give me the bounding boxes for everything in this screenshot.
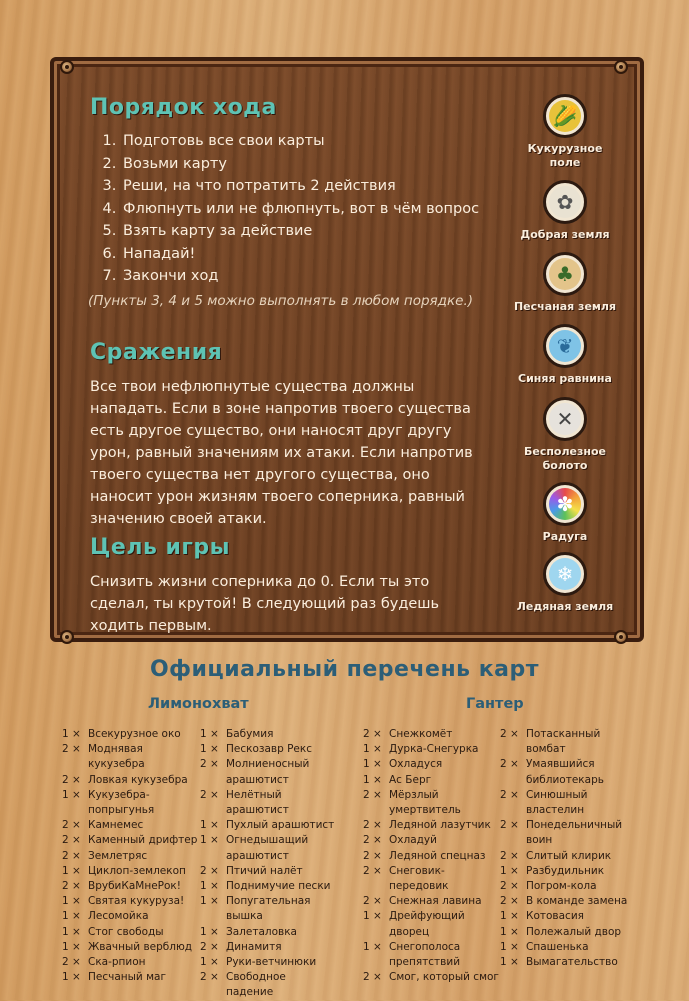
card-entry [62, 879, 198, 894]
card-name: Потасканный вомбат [526, 728, 601, 756]
card-entry [363, 818, 499, 833]
card-count: 2 × [363, 788, 382, 801]
mosquito-icon: ✕ [549, 403, 581, 435]
card-count: 1 × [363, 773, 382, 786]
card-name: Мёрзлый умертвитель [389, 788, 461, 817]
card-count: 2 × [62, 743, 81, 756]
card-entry [200, 940, 336, 955]
card-entry [363, 742, 499, 757]
card-entry [500, 879, 636, 894]
land-good-earth [505, 180, 625, 242]
card-entry [363, 788, 499, 818]
land-corn-field [505, 94, 625, 170]
card-name: Кукузебра- попрыгунья [88, 788, 155, 817]
turn-step: 2. Возьми карту [121, 153, 479, 176]
card-count: 1 × [500, 925, 519, 938]
card-entry [500, 788, 636, 818]
land-sand [505, 252, 625, 314]
card-name: Свободное падение [226, 971, 286, 999]
card-entry [500, 727, 636, 757]
card-count: 1 × [200, 925, 219, 938]
card-entry [200, 894, 336, 924]
card-name: Снежная лавина [389, 895, 482, 908]
ganter-heading: Гантер [466, 696, 524, 712]
land-label: Радуга [542, 530, 588, 543]
land-badge [543, 252, 587, 296]
card-count: 2 × [500, 728, 519, 740]
card-entry [200, 879, 336, 894]
card-entry [500, 894, 636, 909]
card-entry [200, 742, 336, 757]
card-count: 1 × [200, 743, 219, 756]
card-entry [500, 940, 636, 955]
card-entry [62, 864, 198, 879]
card-name: Птичий налёт [226, 864, 303, 877]
card-name: Каменный дрифтер [88, 834, 198, 847]
card-count: 2 × [62, 773, 81, 786]
turn-order-heading: Порядок хода [90, 95, 277, 120]
card-count: 1 × [200, 834, 219, 847]
land-badge [543, 482, 587, 526]
card-entry [500, 818, 636, 848]
card-entry [62, 727, 198, 742]
card-name: Жвачный верблюд [88, 940, 193, 953]
card-name: Снеговик-передовик [389, 864, 449, 893]
card-entry [200, 833, 336, 863]
card-count: 2 × [363, 849, 382, 862]
card-name: Охладуй [389, 834, 437, 847]
card-entry [363, 773, 499, 788]
land-ice [505, 552, 625, 614]
land-label: Кукурузное поле [527, 142, 603, 169]
card-count: 2 × [363, 864, 382, 877]
card-entry [500, 864, 636, 879]
card-count: 1 × [200, 728, 219, 740]
card-name: Ледяной спецназ [389, 849, 486, 862]
card-name: Бабумия [226, 728, 274, 740]
card-count: 1 × [200, 956, 219, 969]
battle-text: Все твои нефлюпнутые существа должны нападать. Если в зоне напротив твоего существа есть другое существо, они наносят друг другу урон, равный значениям их атаки. Если напротив твоего существа нет другого существа, оно наносит урон жизням твоего соперника, равный значению своей атаки. [90, 379, 473, 527]
card-entry [200, 727, 336, 742]
card-name: Динамитя [226, 940, 282, 953]
land-blue-plains [505, 324, 625, 386]
card-entry [200, 864, 336, 879]
card-count: 2 × [200, 940, 219, 953]
card-entry [500, 955, 636, 970]
card-count: 1 × [200, 880, 219, 893]
turn-steps-list [95, 130, 479, 288]
card-name: Снежкомёт [389, 728, 453, 740]
land-badge [543, 324, 587, 368]
card-name: Смог, который смог [389, 971, 499, 984]
card-entry [200, 757, 336, 787]
card-name: Пескозавр Рекс [226, 743, 313, 756]
card-entry [62, 818, 198, 833]
card-count: 2 × [62, 880, 81, 893]
land-label: Песчаная земля [513, 300, 617, 313]
land-label: Ледяная земля [516, 600, 614, 613]
card-name: В команде замена [526, 895, 628, 908]
card-count: 2 × [62, 849, 81, 862]
card-entry [62, 894, 198, 909]
card-count: 2 × [363, 819, 382, 832]
cotton-icon: ✿ [549, 186, 581, 218]
card-name: Залеталовка [226, 925, 297, 938]
card-name: Всекурузное око [88, 728, 181, 740]
rivet-top-left [60, 60, 74, 74]
card-name: Дурка-Снегурка [389, 743, 479, 756]
card-count: 1 × [200, 895, 219, 908]
card-count: 2 × [62, 834, 81, 847]
card-count: 1 × [363, 743, 382, 756]
card-name: Камнемес [88, 819, 144, 832]
rainbow-flower-icon: ✽ [549, 488, 581, 520]
goal-heading: Цель игры [90, 535, 231, 560]
card-entry [363, 727, 499, 742]
card-name: Нелётный арашютист [226, 788, 289, 817]
limono-heading: Лимонохват [148, 696, 249, 712]
card-count: 2 × [500, 758, 519, 771]
turn-step: 6. Нападай! [121, 243, 479, 266]
land-label: Добрая земля [520, 228, 610, 241]
card-count: 1 × [500, 864, 519, 877]
card-name: Снегополоса препятствий [389, 940, 461, 969]
corn-icon: 🌽 [549, 100, 581, 132]
card-entry [363, 849, 499, 864]
card-count: 2 × [200, 758, 219, 771]
card-count: 1 × [62, 895, 81, 908]
card-name: Моднявая кукузебра [88, 743, 145, 771]
card-name: Пухлый арашютист [226, 819, 335, 832]
card-name: Ледяной лазутчик [389, 819, 491, 832]
limono-list-1 [62, 727, 198, 985]
card-entry [200, 925, 336, 940]
card-name: Ас Берг [389, 773, 432, 786]
rivet-top-right [614, 60, 628, 74]
card-entry [62, 909, 198, 924]
card-entry [500, 909, 636, 924]
card-count: 2 × [62, 819, 81, 832]
land-badge [543, 397, 587, 441]
card-name: Полежалый двор [526, 925, 622, 938]
card-count: 2 × [363, 834, 382, 847]
card-name: Лесомойка [88, 910, 149, 923]
rivet-bottom-left [60, 630, 74, 644]
card-count: 2 × [500, 819, 519, 832]
card-name: Умаявшийся библиотекарь [526, 758, 604, 786]
card-entry [363, 894, 499, 909]
ganter-list-1 [363, 727, 499, 985]
card-entry [500, 849, 636, 864]
card-name: Ска-рпион [88, 956, 146, 969]
card-count: 1 × [363, 910, 382, 923]
card-count: 1 × [363, 940, 382, 953]
card-count: 2 × [62, 956, 81, 969]
card-entry [62, 925, 198, 940]
card-name: Дрейфующий дворец [389, 910, 465, 938]
card-count: 2 × [200, 971, 219, 984]
card-count: 1 × [200, 819, 219, 832]
card-entry [200, 955, 336, 970]
limono-list-2 [200, 727, 336, 1001]
land-label: Бесполезное болото [523, 445, 607, 472]
battle-heading: Сражения [90, 340, 223, 365]
card-name: Поднимучие пески [226, 880, 331, 893]
card-name: Молниеносный арашютист [226, 758, 310, 786]
card-name: Ловкая кукузебра [88, 773, 188, 786]
card-count: 1 × [500, 940, 519, 953]
turn-step: 3. Реши, на что потратить 2 действия [121, 175, 479, 198]
card-name: Святая кукуруза! [88, 895, 185, 908]
palm-icon: ♣ [549, 258, 581, 290]
card-count: 1 × [62, 910, 81, 923]
card-name: Слитый клирик [526, 849, 612, 862]
land-rainbow [505, 482, 625, 544]
card-entry [200, 818, 336, 833]
land-label: Синяя равнина [518, 372, 612, 385]
card-count: 2 × [200, 788, 219, 801]
card-name: Спашенька [526, 940, 589, 953]
card-entry [363, 940, 499, 970]
card-count: 1 × [62, 728, 81, 740]
snowflake-icon: ❄ [549, 558, 581, 590]
card-name: Циклоп-землекоп [88, 864, 186, 877]
card-name: Погром-кола [526, 880, 597, 893]
card-name: Охладуся [389, 758, 443, 771]
card-entry [200, 788, 336, 818]
card-count: 2 × [200, 864, 219, 877]
card-entry [62, 940, 198, 955]
card-entry [363, 833, 499, 848]
card-count: 1 × [500, 910, 519, 923]
card-name: Котовасия [526, 910, 584, 923]
turn-step: 1. Подготовь все свои карты [121, 130, 479, 153]
turn-step: 7. Закончи ход [121, 265, 479, 288]
land-badge [543, 552, 587, 596]
card-name: Попугательная вышка [226, 895, 311, 923]
card-entry [500, 757, 636, 787]
card-entry [200, 970, 336, 1000]
card-count: 1 × [62, 925, 81, 938]
card-name: Песчаный маг [88, 971, 166, 984]
card-entry [62, 742, 198, 772]
card-entry [363, 970, 499, 985]
goal-text: Снизить жизни соперника до 0. Если ты это сделал, ты крутой! В следующий раз будешь ходить первым. [90, 574, 440, 634]
leaf-icon: ❦ [549, 330, 581, 362]
card-count: 1 × [62, 971, 81, 984]
card-count: 1 × [62, 864, 81, 877]
card-entry [62, 955, 198, 970]
card-count: 1 × [363, 758, 382, 771]
card-entry [363, 909, 499, 939]
card-name: Разбудильник [526, 864, 605, 877]
card-name: Понедельничный воин [526, 819, 623, 847]
land-useless-swamp [505, 397, 625, 473]
card-entry [363, 864, 499, 894]
card-entry [500, 925, 636, 940]
card-count: 1 × [62, 788, 81, 801]
turn-step: 4. Флюпнуть или не флюпнуть, вот в чём вопрос [121, 198, 479, 221]
card-name: Руки-ветчинюки [226, 956, 317, 969]
turn-step: 5. Взять карту за действие [121, 220, 479, 243]
card-count: 2 × [500, 849, 519, 862]
card-name: Землетряс [88, 849, 148, 862]
card-entry [363, 757, 499, 772]
card-entry [62, 970, 198, 985]
land-badge [543, 94, 587, 138]
card-name: ВрубиКаМнеРок! [88, 880, 181, 893]
card-count: 1 × [62, 940, 81, 953]
card-count: 2 × [363, 728, 382, 740]
card-entry [62, 773, 198, 788]
card-name: Синюшный властелин [526, 788, 588, 817]
rivet-bottom-right [614, 630, 628, 644]
card-name: Стог свободы [88, 925, 164, 938]
turn-note: (Пункты 3, 4 и 5 можно выполнять в любом порядке.) [88, 293, 474, 309]
card-count: 2 × [363, 971, 382, 984]
card-count: 2 × [500, 895, 519, 908]
card-entry [62, 788, 198, 818]
card-count: 2 × [500, 880, 519, 893]
card-count: 2 × [500, 788, 519, 801]
card-entry [62, 833, 198, 848]
card-name: Вымагательство [526, 956, 618, 969]
land-badge [543, 180, 587, 224]
card-name: Огнедышащий арашютист [226, 834, 309, 862]
ganter-list-2 [500, 727, 636, 970]
card-list-title: Официальный перечень карт [149, 657, 540, 682]
card-entry [62, 849, 198, 864]
card-count: 2 × [363, 895, 382, 908]
card-count: 1 × [500, 956, 519, 969]
